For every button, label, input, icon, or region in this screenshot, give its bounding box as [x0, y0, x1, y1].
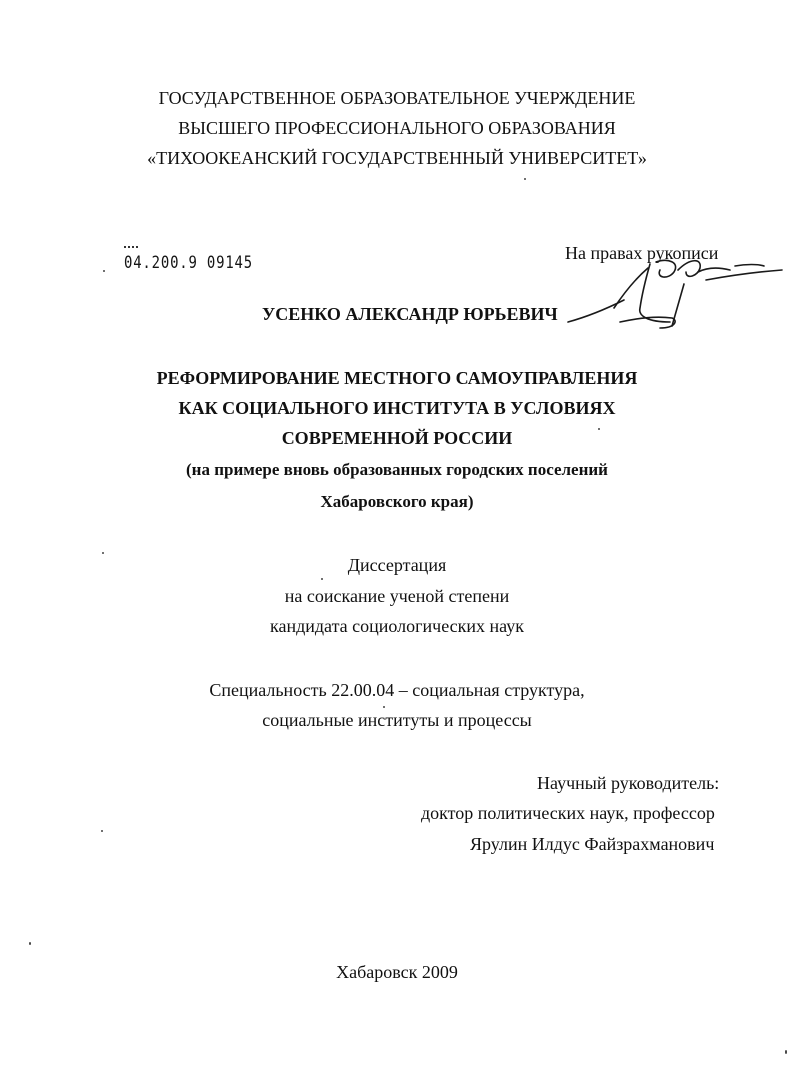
subtitle-line-2: Хабаровского края)	[320, 492, 474, 511]
supervisor-label: Научный руководитель:	[537, 773, 720, 793]
title-line-3: СОВРЕМЕННОЙ РОССИИ	[281, 428, 513, 448]
scan-speck	[785, 1050, 787, 1054]
title-line-1: РЕФОРМИРОВАНИЕ МЕСТНОГО САМОУПРАВЛЕНИЯ	[156, 368, 638, 388]
scan-speck	[383, 706, 385, 708]
scan-speck	[321, 578, 323, 580]
author-name: УСЕНКО АЛЕКСАНДР ЮРЬЕВИЧ	[262, 304, 558, 324]
title-line-2: КАК СОЦИАЛЬНОГО ИНСТИТУТА В УСЛОВИЯХ	[178, 398, 616, 418]
specialty-line-2: социальные институты и процессы	[262, 710, 532, 730]
supervisor-rank: доктор политических наук, профессор	[421, 803, 715, 823]
specialty-line-1: Специальность 22.00.04 – социальная структура,	[209, 680, 585, 700]
scan-speck	[524, 178, 526, 180]
supervisor-name: Ярулин Илдус Файзрахманович	[470, 834, 715, 854]
institution-line-1: ГОСУДАРСТВЕННОЕ ОБРАЗОВАТЕЛЬНОЕ УЧЕРЖДЕНИЕ	[158, 88, 636, 108]
degree-line-2: на соискание ученой степени	[284, 586, 510, 606]
scan-speck	[102, 552, 104, 554]
scan-speck	[29, 942, 31, 945]
handwritten-signature	[560, 250, 790, 335]
scan-speck	[598, 428, 600, 430]
stamp-dots	[124, 246, 138, 250]
degree-line-1: Диссертация	[347, 555, 447, 575]
manuscript-note: На правах рукописи	[565, 243, 719, 263]
place-year: Хабаровск 2009	[336, 962, 458, 982]
scan-speck	[101, 830, 103, 832]
subtitle-line-1: (на примере вновь образованных городских поселений	[186, 460, 608, 479]
institution-line-2: ВЫСШЕГО ПРОФЕССИОНАЛЬНОГО ОБРАЗОВАНИЯ	[178, 118, 616, 138]
institution-line-3: «ТИХООКЕАНСКИЙ ГОСУДАРСТВЕННЫЙ УНИВЕРСИТЕТ»	[147, 148, 647, 168]
archive-stamp: 04.200.9 09145	[124, 253, 253, 273]
scan-speck	[103, 270, 105, 272]
degree-line-3: кандидата социологических наук	[270, 616, 524, 636]
